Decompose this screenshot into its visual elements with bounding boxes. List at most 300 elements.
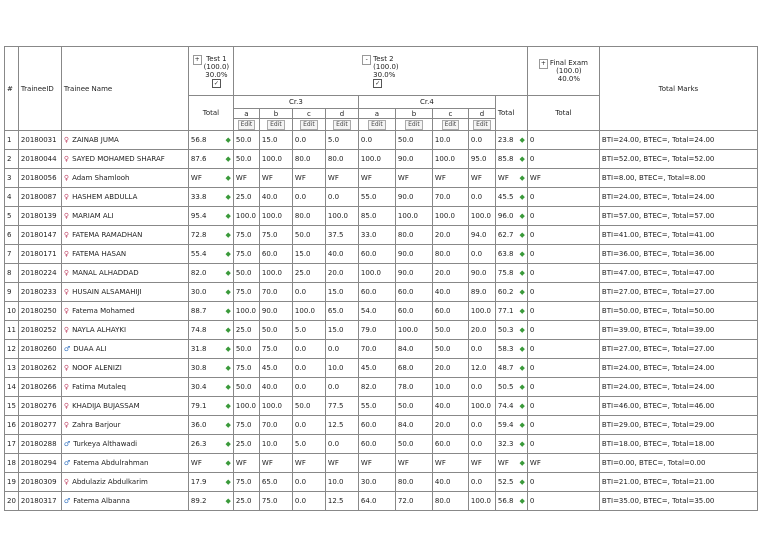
score-cr4-a[interactable]	[358, 245, 395, 264]
score-cr3-d[interactable]	[325, 150, 358, 169]
leaf-icon[interactable]: ◆	[225, 174, 231, 182]
row-number-value: 11	[7, 326, 16, 334]
score-cr4-a[interactable]	[358, 378, 395, 397]
score-cr4-a-value: WF	[360, 174, 372, 182]
score-cr3-c[interactable]	[292, 245, 325, 264]
score-cr3-b[interactable]	[259, 207, 292, 226]
score-cr4-b[interactable]	[395, 188, 432, 207]
test1-total-value: 36.0	[190, 421, 207, 429]
score-cr4-c[interactable]	[432, 454, 468, 473]
score-cr3-d-value: 5.0	[327, 136, 340, 144]
score-cr3-b[interactable]	[259, 264, 292, 283]
table-row	[5, 169, 758, 188]
score-cr3-c[interactable]	[292, 226, 325, 245]
score-cr3-d[interactable]	[325, 435, 358, 454]
score-cr4-b[interactable]	[395, 226, 432, 245]
score-cr3-c[interactable]	[292, 283, 325, 302]
score-cr4-c[interactable]	[432, 416, 468, 435]
trainee-name[interactable]	[61, 359, 188, 378]
score-cr4-a[interactable]	[358, 416, 395, 435]
sub-a-header: a	[358, 109, 395, 119]
score-cr3-a[interactable]	[233, 207, 259, 226]
person-icon: ♀	[63, 402, 70, 410]
score-cr3-a[interactable]	[233, 283, 259, 302]
edit-button-cr3-b[interactable]: Edit	[267, 120, 285, 130]
trainee-name[interactable]	[61, 131, 188, 150]
sub-d-header: d	[325, 109, 358, 119]
score-cr4-b-value: 84.0	[397, 421, 414, 429]
trainee-name[interactable]	[61, 378, 188, 397]
leaf-icon[interactable]: ◆	[225, 269, 231, 277]
score-cr4-d[interactable]	[468, 131, 495, 150]
score-cr4-a[interactable]	[358, 435, 395, 454]
row-number-value: 8	[7, 269, 12, 277]
score-cr3-c[interactable]	[292, 492, 325, 511]
score-cr3-a-value: 25.0	[235, 497, 252, 505]
score-cr3-c[interactable]	[292, 207, 325, 226]
score-cr3-d[interactable]	[325, 264, 358, 283]
score-cr3-b[interactable]	[259, 359, 292, 378]
score-cr4-c[interactable]	[432, 473, 468, 492]
score-cr3-d-value: 80.0	[327, 155, 344, 163]
score-cr3-d[interactable]	[325, 226, 358, 245]
score-cr4-a[interactable]	[358, 492, 395, 511]
total-marks-value: BTI=8.00, BTEC=, Total=8.00	[601, 174, 706, 182]
score-cr4-d[interactable]	[468, 397, 495, 416]
leaf-icon[interactable]: ◆	[225, 288, 231, 296]
trainee-name[interactable]	[61, 473, 188, 492]
trainee-id	[18, 397, 61, 416]
score-cr4-a[interactable]	[358, 454, 395, 473]
leaf-icon[interactable]: ◆	[519, 383, 525, 391]
score-cr3-a[interactable]	[233, 435, 259, 454]
score-cr4-b[interactable]	[395, 131, 432, 150]
score-cr3-a[interactable]	[233, 302, 259, 321]
score-cr4-d-value: 0.0	[470, 193, 483, 201]
test1-total-value: 79.1	[190, 402, 207, 410]
score-cr3-b[interactable]	[259, 245, 292, 264]
edit-button-cr4-a[interactable]: Edit	[368, 120, 386, 130]
score-cr4-d-value: 100.0	[470, 497, 491, 505]
score-cr4-c[interactable]	[432, 207, 468, 226]
grades-table	[4, 46, 758, 511]
score-cr4-c[interactable]	[432, 188, 468, 207]
table-row	[5, 454, 758, 473]
score-cr3-b[interactable]	[259, 378, 292, 397]
leaf-icon[interactable]: ◆	[519, 364, 525, 372]
score-cr4-d[interactable]	[468, 435, 495, 454]
score-cr4-c[interactable]	[432, 321, 468, 340]
score-cr3-d[interactable]	[325, 492, 358, 511]
score-cr3-c[interactable]	[292, 340, 325, 359]
score-cr4-a[interactable]	[358, 283, 395, 302]
score-cr4-a[interactable]	[358, 359, 395, 378]
total-marks	[599, 207, 757, 226]
leaf-icon[interactable]: ◆	[519, 231, 525, 239]
leaf-icon[interactable]: ◆	[225, 231, 231, 239]
trainee-name[interactable]	[61, 397, 188, 416]
score-cr3-a-value: WF	[235, 174, 247, 182]
score-cr3-c[interactable]	[292, 378, 325, 397]
score-cr4-a-value: 100.0	[360, 269, 381, 277]
score-cr4-d[interactable]	[468, 226, 495, 245]
score-cr3-c[interactable]	[292, 302, 325, 321]
score-cr3-a-value: 50.0	[235, 155, 252, 163]
trainee-name-label: NAYLA ALHAYKI	[72, 326, 127, 334]
leaf-icon[interactable]: ◆	[519, 212, 525, 220]
score-cr4-b[interactable]	[395, 169, 432, 188]
score-cr3-c[interactable]	[292, 188, 325, 207]
score-cr3-c[interactable]	[292, 321, 325, 340]
score-cr4-c[interactable]	[432, 245, 468, 264]
test2-checkbox[interactable]: ✓	[375, 79, 381, 87]
score-cr3-d-value: WF	[327, 174, 339, 182]
score-cr4-b[interactable]	[395, 454, 432, 473]
trainee-name[interactable]	[61, 454, 188, 473]
trainee-name[interactable]	[61, 321, 188, 340]
score-cr4-a[interactable]	[358, 169, 395, 188]
leaf-icon[interactable]: ◆	[225, 364, 231, 372]
person-icon: ♀	[63, 364, 70, 372]
score-cr4-d[interactable]	[468, 378, 495, 397]
leaf-icon[interactable]: ◆	[225, 212, 231, 220]
score-cr4-d[interactable]	[468, 150, 495, 169]
total-marks-value: BTI=24.00, BTEC=, Total=24.00	[601, 364, 715, 372]
score-cr4-b[interactable]	[395, 473, 432, 492]
score-cr3-b[interactable]	[259, 435, 292, 454]
test1-total	[188, 359, 233, 378]
score-cr4-d[interactable]	[468, 416, 495, 435]
score-cr4-b-value: 90.0	[397, 155, 414, 163]
score-cr3-c[interactable]	[292, 150, 325, 169]
final-total	[527, 492, 599, 511]
score-cr4-c[interactable]	[432, 150, 468, 169]
score-cr4-d[interactable]	[468, 359, 495, 378]
trainee-name[interactable]	[61, 435, 188, 454]
score-cr4-d[interactable]	[468, 492, 495, 511]
leaf-icon[interactable]: ◆	[225, 459, 231, 467]
trainee-name[interactable]	[61, 492, 188, 511]
score-cr3-b[interactable]	[259, 226, 292, 245]
score-cr3-a[interactable]	[233, 321, 259, 340]
trainee-name[interactable]	[61, 416, 188, 435]
test2-total	[495, 169, 527, 188]
trainee-id	[18, 264, 61, 283]
score-cr4-a[interactable]	[358, 207, 395, 226]
score-cr4-c[interactable]	[432, 340, 468, 359]
leaf-icon[interactable]: ◆	[519, 288, 525, 296]
trainee-name[interactable]	[61, 169, 188, 188]
score-cr3-c[interactable]	[292, 435, 325, 454]
leaf-icon[interactable]: ◆	[519, 136, 525, 144]
sub-c-header: c	[432, 109, 468, 119]
score-cr3-b[interactable]	[259, 321, 292, 340]
trainee-name[interactable]	[61, 283, 188, 302]
leaf-icon[interactable]: ◆	[519, 326, 525, 334]
score-cr4-a[interactable]	[358, 302, 395, 321]
score-cr4-a[interactable]	[358, 321, 395, 340]
score-cr4-b[interactable]	[395, 245, 432, 264]
leaf-icon[interactable]: ◆	[519, 497, 525, 505]
score-cr4-b[interactable]	[395, 435, 432, 454]
score-cr4-d[interactable]	[468, 188, 495, 207]
total-marks-value: BTI=24.00, BTEC=, Total=24.00	[601, 136, 715, 144]
score-cr4-b[interactable]	[395, 416, 432, 435]
trainee-name[interactable]	[61, 226, 188, 245]
score-cr4-c[interactable]	[432, 359, 468, 378]
score-cr3-a[interactable]	[233, 245, 259, 264]
score-cr3-d[interactable]	[325, 302, 358, 321]
score-cr4-d[interactable]	[468, 340, 495, 359]
score-cr4-a[interactable]	[358, 340, 395, 359]
edit-button-cr3-c[interactable]: Edit	[300, 120, 318, 130]
score-cr4-b[interactable]	[395, 150, 432, 169]
score-cr3-d[interactable]	[325, 473, 358, 492]
score-cr3-a[interactable]	[233, 397, 259, 416]
score-cr3-c-value: 50.0	[294, 402, 311, 410]
score-cr3-d[interactable]	[325, 378, 358, 397]
score-cr3-b[interactable]	[259, 150, 292, 169]
leaf-icon[interactable]: ◆	[225, 136, 231, 144]
person-icon: ♀	[63, 136, 70, 144]
score-cr4-a[interactable]	[358, 473, 395, 492]
score-cr3-c-value: 0.0	[294, 345, 307, 353]
trainee-id-value: 20180171	[20, 250, 57, 258]
score-cr3-a[interactable]	[233, 150, 259, 169]
score-cr3-d[interactable]	[325, 245, 358, 264]
score-cr3-a[interactable]	[233, 340, 259, 359]
score-cr4-b[interactable]	[395, 283, 432, 302]
score-cr4-d[interactable]	[468, 321, 495, 340]
score-cr4-a[interactable]	[358, 131, 395, 150]
trainee-name[interactable]	[61, 207, 188, 226]
leaf-icon[interactable]: ◆	[519, 402, 525, 410]
score-cr3-b-value: 100.0	[261, 269, 282, 277]
test2-total	[495, 454, 527, 473]
score-cr3-d-value: 20.0	[327, 269, 344, 277]
score-cr3-a[interactable]	[233, 492, 259, 511]
leaf-icon[interactable]: ◆	[225, 440, 231, 448]
score-cr3-a[interactable]	[233, 226, 259, 245]
score-cr4-b[interactable]	[395, 321, 432, 340]
score-cr3-c[interactable]	[292, 131, 325, 150]
score-cr3-a[interactable]	[233, 188, 259, 207]
group-cr3-header: Cr.3	[233, 96, 358, 109]
score-cr4-a-value: 54.0	[360, 307, 377, 315]
score-cr4-d[interactable]	[468, 169, 495, 188]
leaf-icon[interactable]: ◆	[225, 193, 231, 201]
test1-checkbox[interactable]: ✓	[213, 79, 219, 87]
trainee-name[interactable]	[61, 264, 188, 283]
row-number	[5, 188, 19, 207]
leaf-icon[interactable]: ◆	[225, 478, 231, 486]
score-cr3-d-value: 77.5	[327, 402, 344, 410]
score-cr4-c[interactable]	[432, 435, 468, 454]
total-marks	[599, 397, 757, 416]
score-cr4-b[interactable]	[395, 264, 432, 283]
score-cr3-b[interactable]	[259, 283, 292, 302]
score-cr3-c[interactable]	[292, 359, 325, 378]
score-cr4-b[interactable]	[395, 492, 432, 511]
score-cr4-d[interactable]	[468, 473, 495, 492]
score-cr4-a[interactable]	[358, 226, 395, 245]
edit-button-cr3-d[interactable]: Edit	[333, 120, 351, 130]
leaf-icon[interactable]: ◆	[225, 421, 231, 429]
leaf-icon[interactable]: ◆	[519, 478, 525, 486]
score-cr4-c-value: WF	[434, 174, 446, 182]
leaf-icon[interactable]: ◆	[225, 326, 231, 334]
leaf-icon[interactable]: ◆	[519, 421, 525, 429]
score-cr3-a[interactable]	[233, 169, 259, 188]
leaf-icon[interactable]: ◆	[519, 307, 525, 315]
score-cr3-a[interactable]	[233, 416, 259, 435]
leaf-icon[interactable]: ◆	[519, 250, 525, 258]
trainee-name[interactable]	[61, 188, 188, 207]
score-cr4-d[interactable]	[468, 302, 495, 321]
leaf-icon[interactable]: ◆	[519, 440, 525, 448]
score-cr4-d[interactable]	[468, 207, 495, 226]
score-cr3-b[interactable]	[259, 397, 292, 416]
score-cr4-c[interactable]	[432, 302, 468, 321]
collapse-toggle-test2[interactable]: -	[362, 55, 371, 65]
score-cr3-d[interactable]	[325, 321, 358, 340]
score-cr4-b[interactable]	[395, 359, 432, 378]
leaf-icon[interactable]: ◆	[225, 497, 231, 505]
score-cr3-b[interactable]	[259, 454, 292, 473]
edit-button-cr4-d[interactable]: Edit	[473, 120, 491, 130]
row-number-value: 10	[7, 307, 16, 315]
score-cr4-b[interactable]	[395, 397, 432, 416]
score-cr3-c[interactable]	[292, 473, 325, 492]
score-cr4-a-value: 82.0	[360, 383, 377, 391]
score-cr4-a[interactable]	[358, 188, 395, 207]
trainee-name[interactable]	[61, 340, 188, 359]
leaf-icon[interactable]: ◆	[519, 459, 525, 467]
score-cr3-d[interactable]	[325, 397, 358, 416]
score-cr3-d[interactable]	[325, 188, 358, 207]
score-cr4-d[interactable]	[468, 454, 495, 473]
score-cr3-d[interactable]	[325, 207, 358, 226]
score-cr3-d[interactable]	[325, 340, 358, 359]
test1-total	[188, 302, 233, 321]
score-cr3-d[interactable]	[325, 131, 358, 150]
leaf-icon[interactable]: ◆	[519, 269, 525, 277]
test2-total	[495, 473, 527, 492]
leaf-icon[interactable]: ◆	[519, 155, 525, 163]
test2-total-value: 50.3	[497, 326, 514, 334]
score-cr3-a[interactable]	[233, 378, 259, 397]
trainee-name-label: Zahra Barjour	[72, 421, 121, 429]
score-cr3-d-value: 12.5	[327, 497, 344, 505]
score-cr4-c[interactable]	[432, 492, 468, 511]
score-cr4-c[interactable]	[432, 264, 468, 283]
leaf-icon[interactable]: ◆	[225, 155, 231, 163]
score-cr3-b[interactable]	[259, 492, 292, 511]
score-cr3-b[interactable]	[259, 340, 292, 359]
score-cr4-c[interactable]	[432, 169, 468, 188]
total-marks-value: BTI=46.00, BTEC=, Total=46.00	[601, 402, 715, 410]
score-cr3-d[interactable]	[325, 359, 358, 378]
score-cr3-a[interactable]	[233, 131, 259, 150]
score-cr3-d[interactable]	[325, 169, 358, 188]
trainee-id	[18, 302, 61, 321]
score-cr4-a[interactable]	[358, 150, 395, 169]
leaf-icon[interactable]: ◆	[519, 193, 525, 201]
score-cr4-d[interactable]	[468, 245, 495, 264]
score-cr4-c[interactable]	[432, 283, 468, 302]
score-cr3-b[interactable]	[259, 416, 292, 435]
row-number-value: 12	[7, 345, 16, 353]
score-cr4-c[interactable]	[432, 226, 468, 245]
score-cr4-d[interactable]	[468, 264, 495, 283]
score-cr4-d[interactable]	[468, 283, 495, 302]
score-cr3-a[interactable]	[233, 473, 259, 492]
leaf-icon[interactable]: ◆	[519, 174, 525, 182]
final-total-value: 0	[529, 193, 535, 201]
score-cr3-d-value: 100.0	[327, 212, 348, 220]
score-cr3-c[interactable]	[292, 416, 325, 435]
score-cr3-c[interactable]	[292, 264, 325, 283]
score-cr4-b[interactable]	[395, 207, 432, 226]
trainee-name[interactable]	[61, 245, 188, 264]
score-cr3-d[interactable]	[325, 283, 358, 302]
row-number-value: 9	[7, 288, 12, 296]
score-cr3-b[interactable]	[259, 169, 292, 188]
score-cr3-d[interactable]	[325, 454, 358, 473]
row-number-value: 14	[7, 383, 16, 391]
collapse-toggle-final[interactable]: +	[540, 60, 546, 67]
leaf-icon[interactable]: ◆	[225, 307, 231, 315]
test2-title: Test 2	[373, 54, 394, 63]
score-cr4-b[interactable]	[395, 340, 432, 359]
leaf-icon[interactable]: ◆	[225, 250, 231, 258]
leaf-icon[interactable]: ◆	[519, 345, 525, 353]
total-marks-value: BTI=24.00, BTEC=, Total=24.00	[601, 383, 715, 391]
edit-button-cr4-c[interactable]: Edit	[442, 120, 460, 130]
person-icon: ♂	[63, 497, 71, 505]
score-cr3-c[interactable]	[292, 454, 325, 473]
score-cr3-b[interactable]	[259, 188, 292, 207]
score-cr4-b[interactable]	[395, 302, 432, 321]
score-cr4-b-value: 60.0	[397, 307, 414, 315]
leaf-icon[interactable]: ◆	[225, 402, 231, 410]
score-cr3-c-value: 80.0	[294, 155, 311, 163]
trainee-name[interactable]	[61, 302, 188, 321]
score-cr3-c[interactable]	[292, 397, 325, 416]
score-cr4-b[interactable]	[395, 378, 432, 397]
edit-button-cr4-b[interactable]: Edit	[405, 120, 423, 130]
leaf-icon[interactable]: ◆	[225, 345, 231, 353]
edit-button-cr3-a[interactable]: Edit	[238, 120, 256, 130]
score-cr3-c[interactable]	[292, 169, 325, 188]
score-cr3-b[interactable]	[259, 302, 292, 321]
score-cr3-b[interactable]	[259, 131, 292, 150]
collapse-toggle-test1[interactable]: +	[194, 55, 200, 63]
score-cr3-b[interactable]	[259, 473, 292, 492]
score-cr4-c[interactable]	[432, 397, 468, 416]
score-cr4-c[interactable]	[432, 378, 468, 397]
score-cr3-a[interactable]	[233, 359, 259, 378]
score-cr4-a[interactable]	[358, 264, 395, 283]
score-cr4-a[interactable]	[358, 397, 395, 416]
final-total-value: 0	[529, 440, 535, 448]
score-cr3-a[interactable]	[233, 454, 259, 473]
score-cr4-c[interactable]	[432, 131, 468, 150]
score-cr3-a[interactable]	[233, 264, 259, 283]
trainee-name[interactable]	[61, 150, 188, 169]
leaf-icon[interactable]: ◆	[225, 383, 231, 391]
score-cr3-d[interactable]	[325, 416, 358, 435]
